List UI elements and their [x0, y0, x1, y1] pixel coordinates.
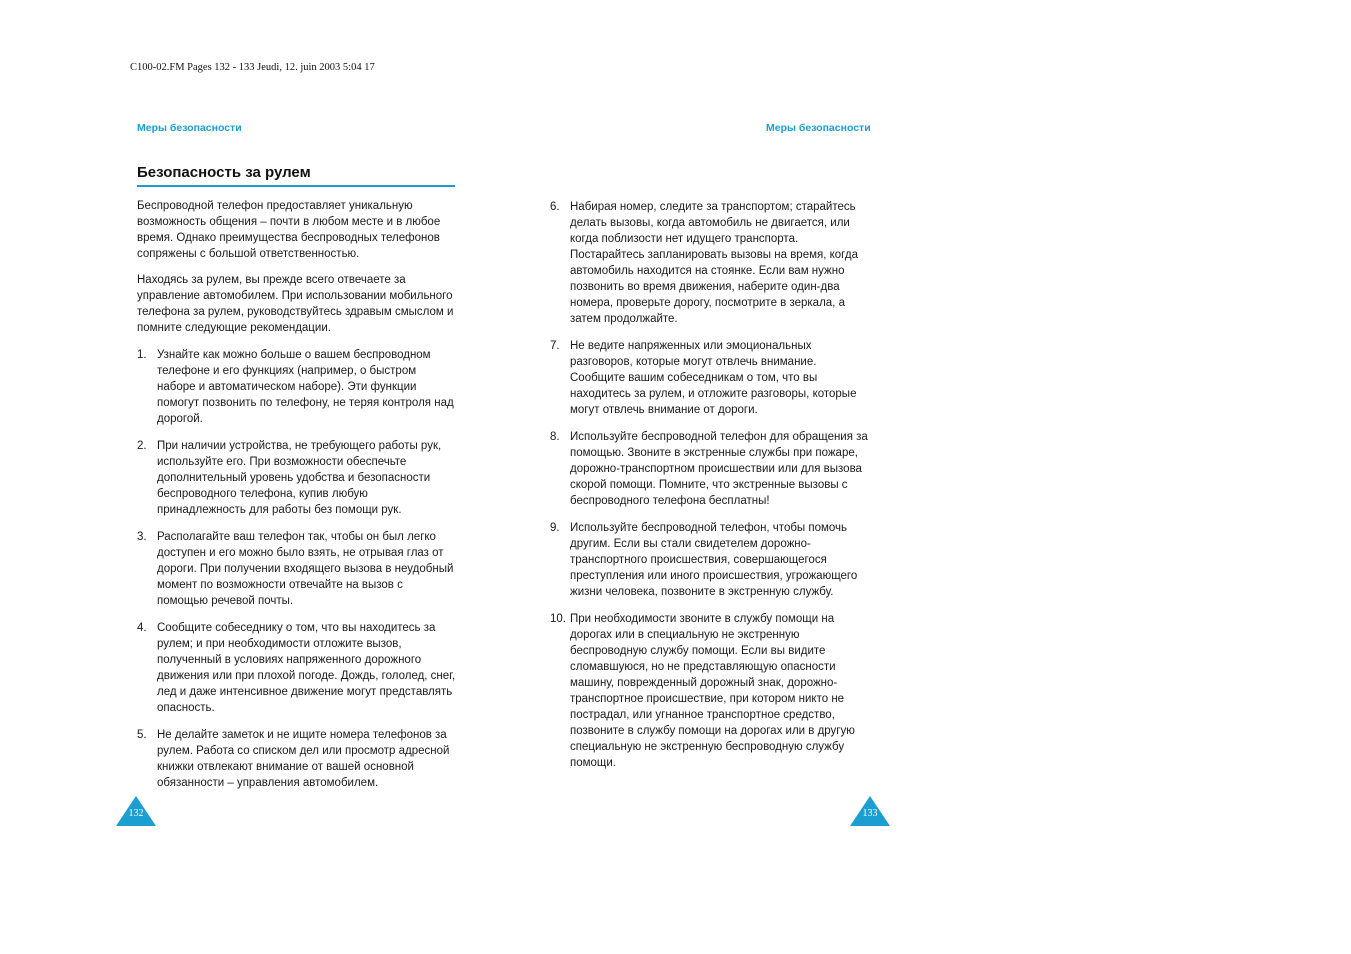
list-item	[550, 611, 870, 771]
running-head-right: Меры безопасности	[766, 122, 871, 134]
page-number-marker-right	[850, 796, 890, 826]
left-page-body	[137, 198, 457, 802]
list-item	[550, 429, 870, 509]
page-number-marker-left	[116, 796, 156, 826]
list-item	[137, 529, 457, 609]
list-item	[550, 338, 870, 418]
item-number: 5.	[137, 729, 147, 741]
item-text: Не делайте заметок и не ищите номера телефонов за рулем. Работа со списком дел или просмотр адресной книжки отвлекают внимание от вашей основной обязанности – управления автомобилем.	[157, 729, 450, 789]
file-header: C100-02.FM Pages 132 - 133 Jeudi, 12. juin 2003 5:04 17	[130, 62, 375, 73]
list-item	[550, 199, 870, 327]
page-number: 133	[862, 808, 878, 819]
item-number: 6.	[550, 201, 560, 213]
list-item	[137, 620, 457, 716]
item-text: Узнайте как можно больше о вашем беспроводном телефоне и его функциях (например, о быстром наборе и автоматическом наборе). Эти функции помогут позвонить по телефону, не теряя контроля над дорогой.	[157, 349, 454, 425]
list-item	[137, 347, 457, 427]
recommendations-list-right	[550, 199, 870, 771]
page-number: 132	[128, 808, 144, 819]
item-number: 9.	[550, 522, 560, 534]
item-text: Используйте беспроводной телефон для обращения за помощью. Звоните в экстренные службы при пожаре, дорожно-транспортном происшествии или для вызова скорой помощи. Помните, что экстренные вызовы с беспроводного телефона бесплатны!	[570, 431, 868, 507]
right-page-body	[550, 199, 870, 782]
item-number: 3.	[137, 531, 147, 543]
intro-paragraph: Находясь за рулем, вы прежде всего отвечаете за управление автомобилем. При использовании мобильного телефона за рулем, руководствуйтесь здравым смыслом и помните следующие рекомендации.	[137, 274, 454, 334]
recommendations-list-left	[137, 347, 457, 791]
list-item	[550, 520, 870, 600]
item-text: При необходимости звоните в службу помощи на дорогах или в специальную не экстренную беспроводную службу помощи. Если вы видите сломавшуюся, но не представляющую опасности машину, поврежденный дорожный знак, дорожно-транспортное происшествие, при котором никто не пострадал, или угнанное транспортное средство, позвоните в службу помощи на дорогах или в другую специальную не экстренную беспроводную службу помощи.	[570, 613, 855, 769]
list-item	[137, 438, 457, 518]
item-text: Располагайте ваш телефон так, чтобы он был легко доступен и его можно было взять, не отрывая глаз от дороги. При получении входящего вызова в неудобный момент по возможности отвечайте на вызов с помощью речевой почты.	[157, 531, 454, 607]
list-item	[137, 727, 457, 791]
section-title: Безопасность за рулем	[137, 164, 455, 187]
item-text: Не ведите напряженных или эмоциональных разговоров, которые могут отвлечь внимание. Сообщите вашим собеседникам о том, что вы находитесь за рулем, и отложите разговоры, которые могут отвлечь внимание от дороги.	[570, 340, 857, 416]
item-text: При наличии устройства, не требующего работы рук, используйте его. При возможности обеспечьте дополнительный уровень удобства и безопасности беспроводного телефона, купив любую принадлежность для работы без помощи рук.	[157, 440, 442, 516]
item-text: Набирая номер, следите за транспортом; старайтесь делать вызовы, когда автомобиль не двигается, или когда поблизости нет идущего транспорта. Постарайтесь запланировать вызовы на время, когда автомобиль находится на стоянке. Если вам нужно позвонить во время движения, наберите один-два номера, проверьте дорогу, посмотрите в зеркала, а затем продолжайте.	[570, 201, 858, 325]
item-number: 8.	[550, 431, 560, 443]
item-number: 1.	[137, 349, 147, 361]
item-number: 7.	[550, 340, 560, 352]
item-number: 4.	[137, 622, 147, 634]
item-number: 10.	[550, 613, 566, 625]
item-text: Используйте беспроводной телефон, чтобы помочь другим. Если вы стали свидетелем дорожно-транспортного происшествия, совершающегося преступления или иного происшествия, угрожающего жизни человека, позвоните в экстренную службу.	[570, 522, 858, 598]
item-text: Сообщите собеседнику о том, что вы находитесь за рулем; и при необходимости отложите вызов, полученный в условиях напряженного дорожного движения или при плохой погоде. Дождь, гололед, снег, лед и даже интенсивное движение могут представлять опасность.	[157, 622, 456, 714]
intro-paragraph: Беспроводной телефон предоставляет уникальную возможность общения – почти в любом месте и в любое время. Однако преимущества беспроводных телефонов сопряжены с большой ответственностью.	[137, 200, 441, 260]
running-head-left: Меры безопасности	[137, 122, 242, 134]
item-number: 2.	[137, 440, 147, 452]
